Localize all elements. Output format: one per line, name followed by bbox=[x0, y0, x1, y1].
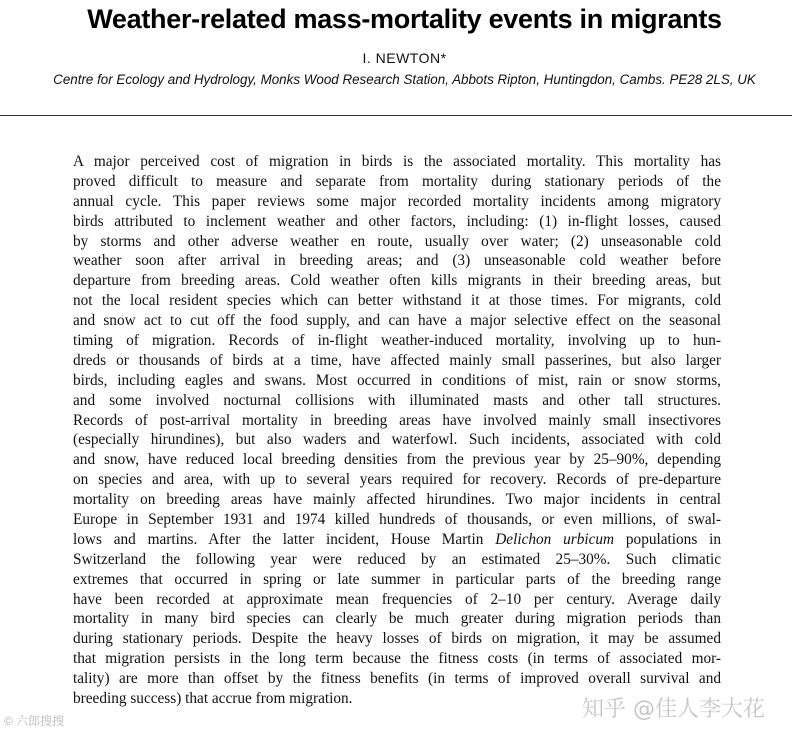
abstract-line: Switzerland the following year were reduced by an estimated 25–30%. Such climatic bbox=[73, 550, 721, 568]
abstract-line: and snow, have reduced local breeding densities from the previous year by 25–90%, depending bbox=[73, 451, 721, 469]
abstract-line: tality) are more than offset by the fitness benefits (in terms of improved overall survival and bbox=[73, 670, 721, 688]
species-name: Delichon urbicum bbox=[495, 530, 615, 548]
abstract-line: by storms and other adverse weather en route, usually over water; (2) unseasonable cold bbox=[73, 232, 721, 250]
abstract-line: and some involved nocturnal collisions with illuminated masts and other tall structures. bbox=[73, 391, 721, 409]
abstract-line: that migration persists in the long term because the fitness costs (in terms of associated mor- bbox=[73, 650, 721, 668]
watermark-left: © 六郎搜搜 bbox=[4, 714, 65, 728]
abstract-line: (especially hirundines), but also waders and waterfowl. Such incidents, associated with cold bbox=[73, 431, 721, 449]
abstract-line: departure from breeding areas. Cold weather often kills migrants in their breeding areas, but bbox=[73, 272, 721, 290]
abstract-line: breeding success) that accrue from migration. bbox=[73, 690, 353, 708]
header-divider bbox=[0, 115, 792, 116]
abstract-line: mortality in many bird species can clearly be much greater during migration periods than bbox=[73, 610, 721, 628]
abstract-line-text: populations in bbox=[614, 530, 721, 548]
abstract-line: A major perceived cost of migration in birds is the associated mortality. This mortality has bbox=[73, 153, 721, 170]
abstract-line: timing of migration. Records of in-flight weather-induced mortality, involving up to hun- bbox=[73, 332, 721, 350]
abstract-line-with-species bbox=[73, 530, 721, 550]
abstract-line: and snow act to cut off the food supply, and can have a major selective effect on the seasonal bbox=[73, 312, 721, 330]
abstract-line: annual cycle. This paper reviews some major recorded mortality incidents among migratory bbox=[73, 192, 721, 210]
abstract-line: proved difficult to measure and separate from mortality during stationary periods of the bbox=[73, 172, 721, 190]
abstract-line: weather soon after arrival in breeding areas; and (3) unseasonable cold weather before bbox=[73, 252, 721, 270]
abstract-line: Europe in September 1931 and 1974 killed hundreds of thousands, or even millions, of swal- bbox=[73, 511, 721, 529]
author-affiliation: Centre for Ecology and Hydrology, Monks Wood Research Station, Abbots Ripton, Huntingdon, Cambs. PE28 2LS, UK bbox=[53, 72, 756, 87]
abstract-line: have been recorded at approximate mean frequencies of 2–10 per century. Average daily bbox=[73, 590, 721, 608]
abstract-line: birds attributed to inclement weather and other factors, including: (1) in-flight losses, caused bbox=[73, 212, 721, 230]
abstract-line: on species and area, with up to several years required for recovery. Records of pre-departure bbox=[73, 471, 721, 489]
abstract-line: birds, including eagles and swans. Most occurred in conditions of mist, rain or snow storms, bbox=[73, 371, 721, 389]
abstract-line: extremes that occurred in spring or late summer in particular parts of the breeding range bbox=[73, 570, 721, 588]
abstract-line: dreds or thousands of birds at a time, have affected mainly small passerines, but also larger bbox=[73, 351, 721, 369]
abstract-line: not the local resident species which can better withstand it at those times. For migrants, cold bbox=[73, 292, 721, 310]
abstract-line-text: lows and martins. After the latter incident, House Martin bbox=[73, 530, 496, 548]
abstract-line: mortality on breeding areas have mainly affected hirundines. Two major incidents in central bbox=[73, 491, 721, 509]
abstract-line: Records of post-arrival mortality in breeding areas have involved mainly small insectivores bbox=[73, 411, 721, 429]
watermark-right: 知乎 @佳人李大花 bbox=[582, 697, 765, 722]
abstract-line: during stationary periods. Despite the heavy losses of birds on migration, it may be assumed bbox=[73, 630, 721, 648]
abstract bbox=[73, 152, 721, 709]
paper-title: Weather-related mass-mortality events in migrants bbox=[87, 4, 722, 34]
author-name: I. NEWTON* bbox=[362, 50, 447, 66]
